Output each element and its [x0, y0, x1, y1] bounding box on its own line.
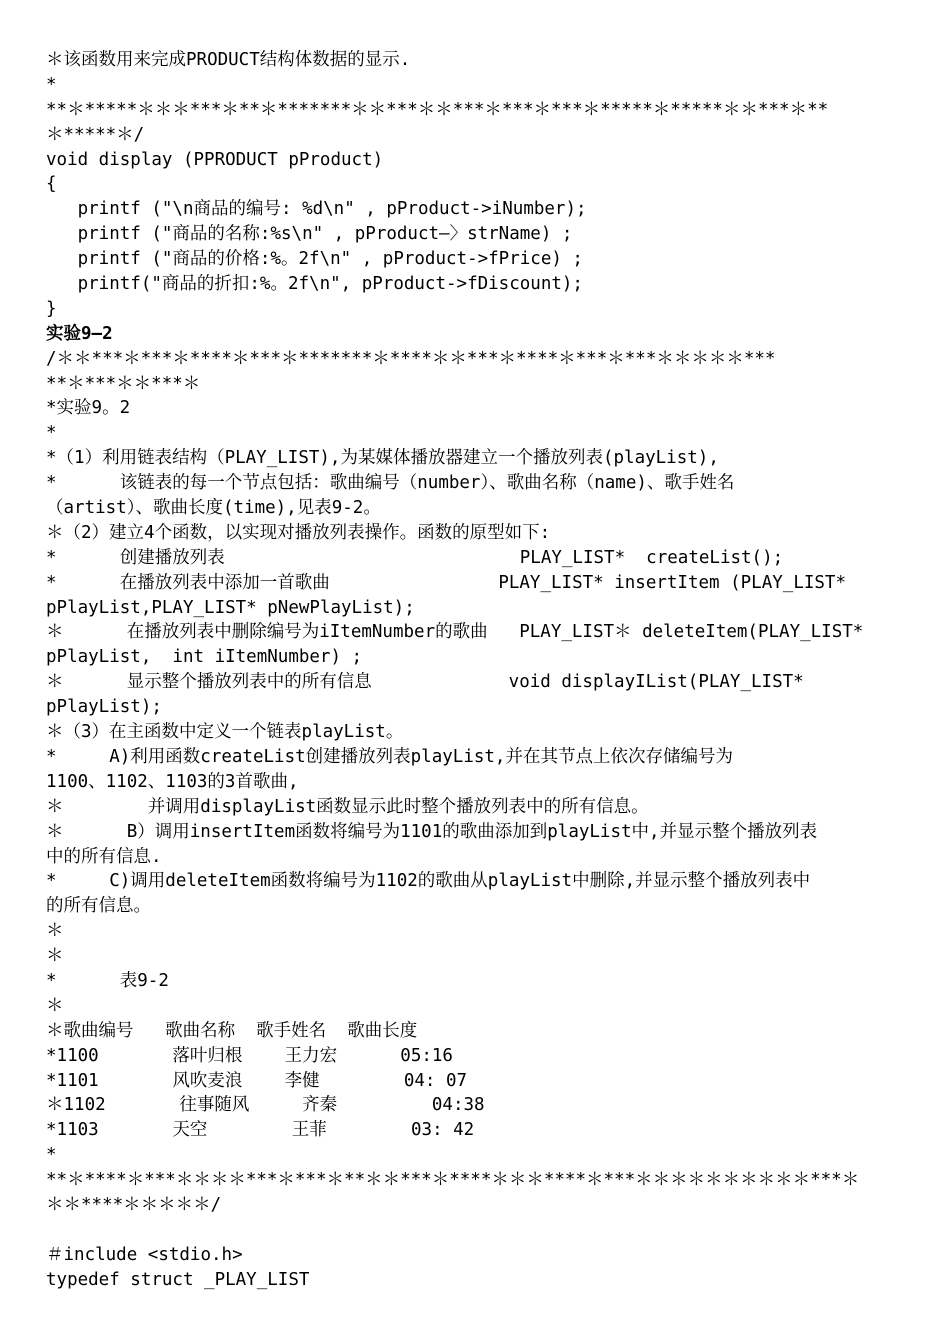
- comment-line: ＊（3）在主函数中定义一个链表playList。: [46, 722, 404, 743]
- table-header: ＊歌曲编号 歌曲名称 歌手姓名 歌曲长度: [46, 1020, 418, 1041]
- code-line: {: [46, 174, 57, 195]
- comment-line: ＊: [46, 995, 64, 1016]
- comment-line: *: [46, 74, 57, 95]
- comment-line: * 该链表的每一个节点包括：歌曲编号（number）、歌曲名称（name)、歌手姓名: [46, 473, 735, 494]
- comment-line: ＊: [46, 921, 64, 942]
- comment-line: *: [46, 1145, 57, 1166]
- section-heading: 实验9—2: [46, 323, 113, 344]
- comment-line: 中的所有信息.: [46, 846, 162, 867]
- code-line: printf ("\n商品的编号: %d\n" , pProduct->iNumber);: [46, 199, 587, 220]
- comment-line: *: [46, 423, 57, 444]
- table-row: *1100 落叶归根 王力宏 05:16: [46, 1045, 453, 1066]
- code-line: printf ("商品的名称:%s\n" , pProduct—〉strName) ;: [46, 224, 573, 245]
- blank-line: [46, 1218, 906, 1243]
- code-line: }: [46, 298, 57, 319]
- comment-line: ＊该函数用来完成PRODUCT结构体数据的显示.: [46, 50, 411, 70]
- comment-line: ＊（2）建立4个函数，以实现对播放列表操作。函数的原型如下:: [46, 522, 551, 543]
- document-page: [46, 48, 906, 1293]
- table-row: *1103 天空 王菲 03: 42: [46, 1120, 475, 1141]
- comment-line: ＊ B）调用insertItem函数将编号为1101的歌曲添加到playList中,并显示整个播放列表: [46, 821, 818, 842]
- comment-border: **＊***＊＊***＊: [46, 373, 201, 394]
- comment-line: ＊: [46, 946, 64, 967]
- comment-line: pPlayList,PLAY_LIST* pNewPlayList);: [46, 597, 415, 618]
- comment-border: **＊****＊***＊＊＊＊***＊***＊**＊＊***＊****＊＊＊****＊***＊＊＊＊＊＊＊＊＊＊***＊: [46, 1170, 860, 1191]
- comment-line: 1100、1102、1103的3首歌曲,: [46, 771, 299, 792]
- comment-line: * 在播放列表中添加一首歌曲 PLAY_LIST* insertItem (PLAY_LIST*: [46, 572, 847, 593]
- comment-border: ＊*****＊/: [46, 124, 145, 145]
- table-row: *1101 风吹麦浪 李健 04: 07: [46, 1070, 468, 1091]
- code-line: printf ("商品的价格:%。2f\n" , pProduct->fPrice) ;: [46, 249, 583, 270]
- comment-line: pPlayList);: [46, 697, 162, 718]
- code-line: typedef struct _PLAY_LIST: [46, 1269, 310, 1290]
- comment-line: ＊ 显示整个播放列表中的所有信息 void displayIList(PLAY_LIST*: [46, 672, 804, 693]
- code-line: void display (PPRODUCT pProduct): [46, 149, 384, 170]
- comment-line: * A)利用函数createList创建播放列表playList,并在其节点上依次存储编号为: [46, 746, 733, 767]
- comment-line: * C)调用deleteItem函数将编号为1102的歌曲从playList中删除,并显示整个播放列表中: [46, 871, 811, 892]
- comment-line: *实验9。2: [46, 398, 131, 419]
- code-line: ＃include <stdio.h>: [46, 1244, 243, 1265]
- comment-line: ＊ 并调用displayList函数显示此时整个播放列表中的所有信息。: [46, 796, 649, 817]
- comment-border: /＊＊***＊***＊****＊***＊*******＊****＊＊***＊****＊***＊***＊＊＊＊＊***: [46, 348, 776, 369]
- comment-border: ＊＊****＊＊＊＊＊/: [46, 1194, 222, 1215]
- comment-line: 的所有信息。: [46, 896, 151, 917]
- comment-line: （artist）、歌曲长度(time),见表9-2。: [46, 498, 381, 519]
- comment-line: pPlayList, int iItemNumber) ;: [46, 647, 363, 668]
- comment-line: * 创建播放列表 PLAY_LIST* createList();: [46, 547, 784, 568]
- code-line: printf("商品的折扣:%。2f\n", pProduct->fDiscount);: [46, 274, 583, 295]
- comment-line: *（1）利用链表结构（PLAY_LIST),为某媒体播放器建立一个播放列表(playList),: [46, 448, 719, 469]
- table-row: ＊1102 往事随风 齐秦 04:38: [46, 1095, 485, 1116]
- comment-line: ＊ 在播放列表中删除编号为iItemNumber的歌曲 PLAY_LIST＊ deleteItem(PLAY_LIST*: [46, 622, 864, 643]
- table-caption: * 表9-2: [46, 970, 169, 991]
- comment-border: **＊*****＊＊＊***＊**＊*******＊＊***＊＊***＊***＊***＊*****＊*****＊＊***＊**: [46, 99, 829, 120]
